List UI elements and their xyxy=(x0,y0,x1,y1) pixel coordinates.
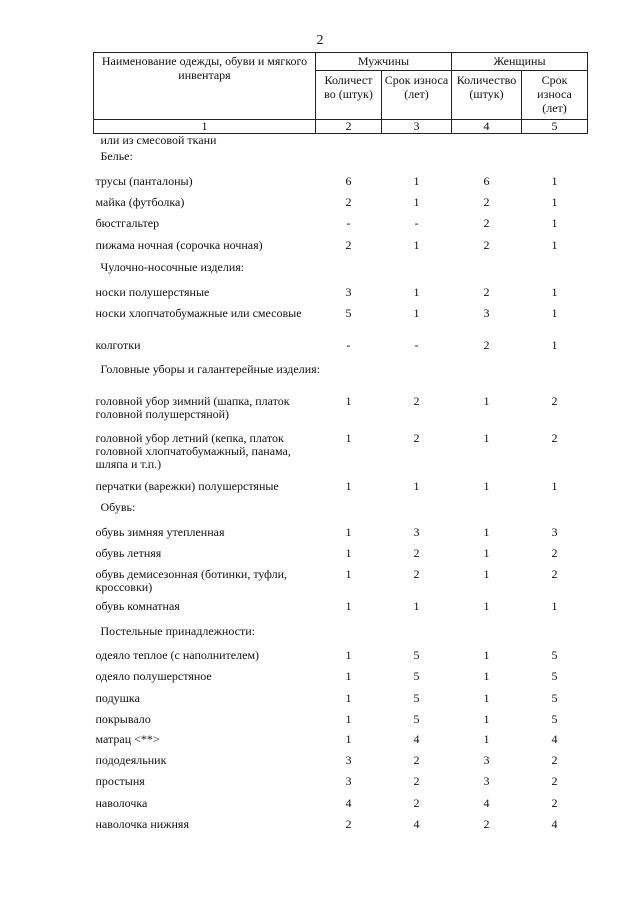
men-quantity: 1 xyxy=(345,711,352,726)
women-quantity: 3 xyxy=(483,305,490,320)
men-quantity: - xyxy=(346,337,351,352)
men-wear-term: 1 xyxy=(413,598,420,613)
men-wear-term: 4 xyxy=(413,816,420,831)
item-name: покрывало xyxy=(95,711,151,726)
table-row xyxy=(94,395,588,432)
men-wear-term: 2 xyxy=(413,545,420,560)
women-wear-term: 1 xyxy=(551,194,558,209)
men-quantity: 6 xyxy=(345,173,352,188)
men-quantity: 1 xyxy=(345,393,352,408)
header-women-wear-term: Срок износа (лет) xyxy=(522,71,588,120)
men-wear-term: - xyxy=(414,215,419,230)
men-wear-term: 1 xyxy=(413,284,420,299)
women-wear-term: 1 xyxy=(551,173,558,188)
men-quantity: 1 xyxy=(345,545,352,560)
item-name: майка (футболка) xyxy=(95,194,185,209)
table-row xyxy=(94,239,588,261)
men-quantity: 3 xyxy=(345,752,352,767)
men-quantity: 1 xyxy=(345,731,352,746)
men-quantity: 1 xyxy=(345,478,352,493)
women-quantity: 2 xyxy=(483,237,490,252)
item-name: одеяло теплое (с наполнителем) xyxy=(95,647,260,662)
women-wear-term: 5 xyxy=(551,647,558,662)
item-name: трусы (панталоны) xyxy=(95,173,193,188)
men-wear-term: 2 xyxy=(413,430,420,445)
category-row xyxy=(94,134,588,150)
women-quantity: 3 xyxy=(483,773,490,788)
men-wear-term: 5 xyxy=(413,668,420,683)
women-wear-term: 2 xyxy=(551,773,558,788)
men-wear-term: 2 xyxy=(413,773,420,788)
column-number: 2 xyxy=(316,120,382,134)
table-row xyxy=(94,307,588,339)
item-name: головной убор зимний (шапка, платок головной полушерстяной) xyxy=(95,393,290,421)
women-wear-term: 2 xyxy=(551,566,558,581)
table-row xyxy=(94,733,588,754)
men-quantity: 1 xyxy=(345,566,352,581)
table-row xyxy=(94,526,588,547)
item-name: пододеяльник xyxy=(95,752,167,767)
women-quantity: 3 xyxy=(483,752,490,767)
women-quantity: 1 xyxy=(483,524,490,539)
header-name-column: Наименование одежды, обуви и мягкого инвентаря xyxy=(94,53,316,120)
column-number: 3 xyxy=(382,120,452,134)
women-quantity: 2 xyxy=(483,816,490,831)
table-row xyxy=(94,649,588,670)
header-women: Женщины xyxy=(452,53,588,71)
item-name: одеяло полушерстяное xyxy=(95,668,212,683)
category-row xyxy=(94,363,588,395)
men-quantity: 5 xyxy=(345,305,352,320)
category-row xyxy=(94,501,588,526)
men-quantity: 1 xyxy=(345,524,352,539)
men-wear-term: 3 xyxy=(413,524,420,539)
men-quantity: - xyxy=(346,215,351,230)
item-name: подушка xyxy=(95,690,140,705)
table-row xyxy=(94,175,588,196)
women-quantity: 1 xyxy=(483,711,490,726)
men-wear-term: 5 xyxy=(413,711,420,726)
women-quantity: 1 xyxy=(483,598,490,613)
men-wear-term: 1 xyxy=(413,478,420,493)
item-name: Головные уборы и галантерейные изделия: xyxy=(100,361,320,376)
item-name: носки полушерстяные xyxy=(95,284,210,299)
men-quantity: 1 xyxy=(345,598,352,613)
table-row xyxy=(94,670,588,692)
men-quantity: 4 xyxy=(345,795,352,810)
men-quantity: 1 xyxy=(345,668,352,683)
women-quantity: 1 xyxy=(483,668,490,683)
women-wear-term: 1 xyxy=(551,215,558,230)
men-wear-term: 2 xyxy=(413,566,420,581)
table-body xyxy=(94,134,588,838)
men-wear-term: 2 xyxy=(413,795,420,810)
column-number: 1 xyxy=(94,120,316,134)
category-row xyxy=(94,150,588,175)
header-men-quantity: Количест во (штук) xyxy=(316,71,382,120)
item-name: головной убор летний (кепка, платок головной хлопчатобумажный, панама, шляпа и т.п.) xyxy=(95,430,291,471)
men-quantity: 1 xyxy=(345,430,352,445)
table-row xyxy=(94,713,588,733)
men-quantity: 3 xyxy=(345,773,352,788)
item-name: Обувь: xyxy=(100,499,136,514)
men-wear-term: 1 xyxy=(413,237,420,252)
women-quantity: 1 xyxy=(483,731,490,746)
men-quantity: 2 xyxy=(345,194,352,209)
table-row xyxy=(94,568,588,600)
women-wear-term: 2 xyxy=(551,393,558,408)
women-wear-term: 1 xyxy=(551,237,558,252)
women-quantity: 1 xyxy=(483,545,490,560)
women-quantity: 1 xyxy=(483,647,490,662)
header-men-wear-term: Срок износа (лет) xyxy=(382,71,452,120)
column-number: 5 xyxy=(522,120,588,134)
women-quantity: 4 xyxy=(483,795,490,810)
page-number: 2 xyxy=(316,33,324,48)
women-wear-term: 5 xyxy=(551,711,558,726)
item-name: Постельные принадлежности: xyxy=(100,623,255,638)
category-row xyxy=(94,261,588,286)
men-wear-term: 5 xyxy=(413,690,420,705)
table-row xyxy=(94,196,588,217)
item-name: или из смесовой ткани xyxy=(100,133,217,147)
women-wear-term: 5 xyxy=(551,668,558,683)
item-name: бюстгальтер xyxy=(95,215,160,230)
women-wear-term: 1 xyxy=(551,337,558,352)
men-wear-term: - xyxy=(414,337,419,352)
women-wear-term: 2 xyxy=(551,795,558,810)
women-quantity: 2 xyxy=(483,337,490,352)
table-row xyxy=(94,286,588,307)
women-wear-term: 4 xyxy=(551,731,558,746)
men-quantity: 2 xyxy=(345,237,352,252)
table-row xyxy=(94,797,588,818)
women-wear-term: 1 xyxy=(551,284,558,299)
item-name: Белье: xyxy=(100,148,133,163)
table-row xyxy=(94,217,588,239)
column-number: 4 xyxy=(452,120,522,134)
men-wear-term: 2 xyxy=(413,752,420,767)
men-quantity: 1 xyxy=(345,690,352,705)
women-quantity: 1 xyxy=(483,478,490,493)
clothing-norms-table xyxy=(93,52,588,838)
men-wear-term: 1 xyxy=(413,173,420,188)
men-wear-term: 1 xyxy=(413,194,420,209)
women-quantity: 2 xyxy=(483,284,490,299)
item-name: матрац <**> xyxy=(95,731,160,746)
header-women-quantity: Количество (штук) xyxy=(452,71,522,120)
header-men: Мужчины xyxy=(316,53,452,71)
women-wear-term: 2 xyxy=(551,545,558,560)
table-row xyxy=(94,480,588,501)
women-quantity: 1 xyxy=(483,393,490,408)
table-row xyxy=(94,432,588,480)
table-row xyxy=(94,600,588,625)
men-quantity: 2 xyxy=(345,816,352,831)
women-quantity: 6 xyxy=(483,173,490,188)
women-quantity: 2 xyxy=(483,215,490,230)
item-name: пижама ночная (сорочка ночная) xyxy=(95,237,263,252)
women-wear-term: 2 xyxy=(551,752,558,767)
women-wear-term: 3 xyxy=(551,524,558,539)
item-name: обувь зимняя утепленная xyxy=(95,524,225,539)
women-wear-term: 2 xyxy=(551,430,558,445)
men-wear-term: 1 xyxy=(413,305,420,320)
women-wear-term: 1 xyxy=(551,598,558,613)
item-name: обувь летняя xyxy=(95,545,162,560)
women-quantity: 1 xyxy=(483,430,490,445)
item-name: наволочка нижняя xyxy=(95,816,189,831)
women-wear-term: 5 xyxy=(551,690,558,705)
women-wear-term: 1 xyxy=(551,305,558,320)
item-name: носки хлопчатобумажные или смесовые xyxy=(95,305,302,320)
women-quantity: 1 xyxy=(483,690,490,705)
table-row xyxy=(94,547,588,568)
women-quantity: 1 xyxy=(483,566,490,581)
women-quantity: 2 xyxy=(483,194,490,209)
table-row xyxy=(94,754,588,775)
item-name: перчатки (варежки) полушерстяные xyxy=(95,478,279,493)
women-wear-term: 1 xyxy=(551,478,558,493)
item-name: Чулочно-носочные изделия: xyxy=(100,259,245,274)
table-row xyxy=(94,775,588,797)
table-row xyxy=(94,818,588,838)
item-name: обувь комнатная xyxy=(95,598,180,613)
table-row xyxy=(94,339,588,363)
category-row xyxy=(94,625,588,649)
table-row xyxy=(94,692,588,713)
men-wear-term: 4 xyxy=(413,731,420,746)
women-wear-term: 4 xyxy=(551,816,558,831)
item-name: простыня xyxy=(95,773,145,788)
men-wear-term: 2 xyxy=(413,393,420,408)
men-wear-term: 5 xyxy=(413,647,420,662)
men-quantity: 1 xyxy=(345,647,352,662)
item-name: колготки xyxy=(95,337,141,352)
item-name: наволочка xyxy=(95,795,148,810)
men-quantity: 3 xyxy=(345,284,352,299)
item-name: обувь демисезонная (ботинки, туфли, кроссовки) xyxy=(95,566,287,594)
